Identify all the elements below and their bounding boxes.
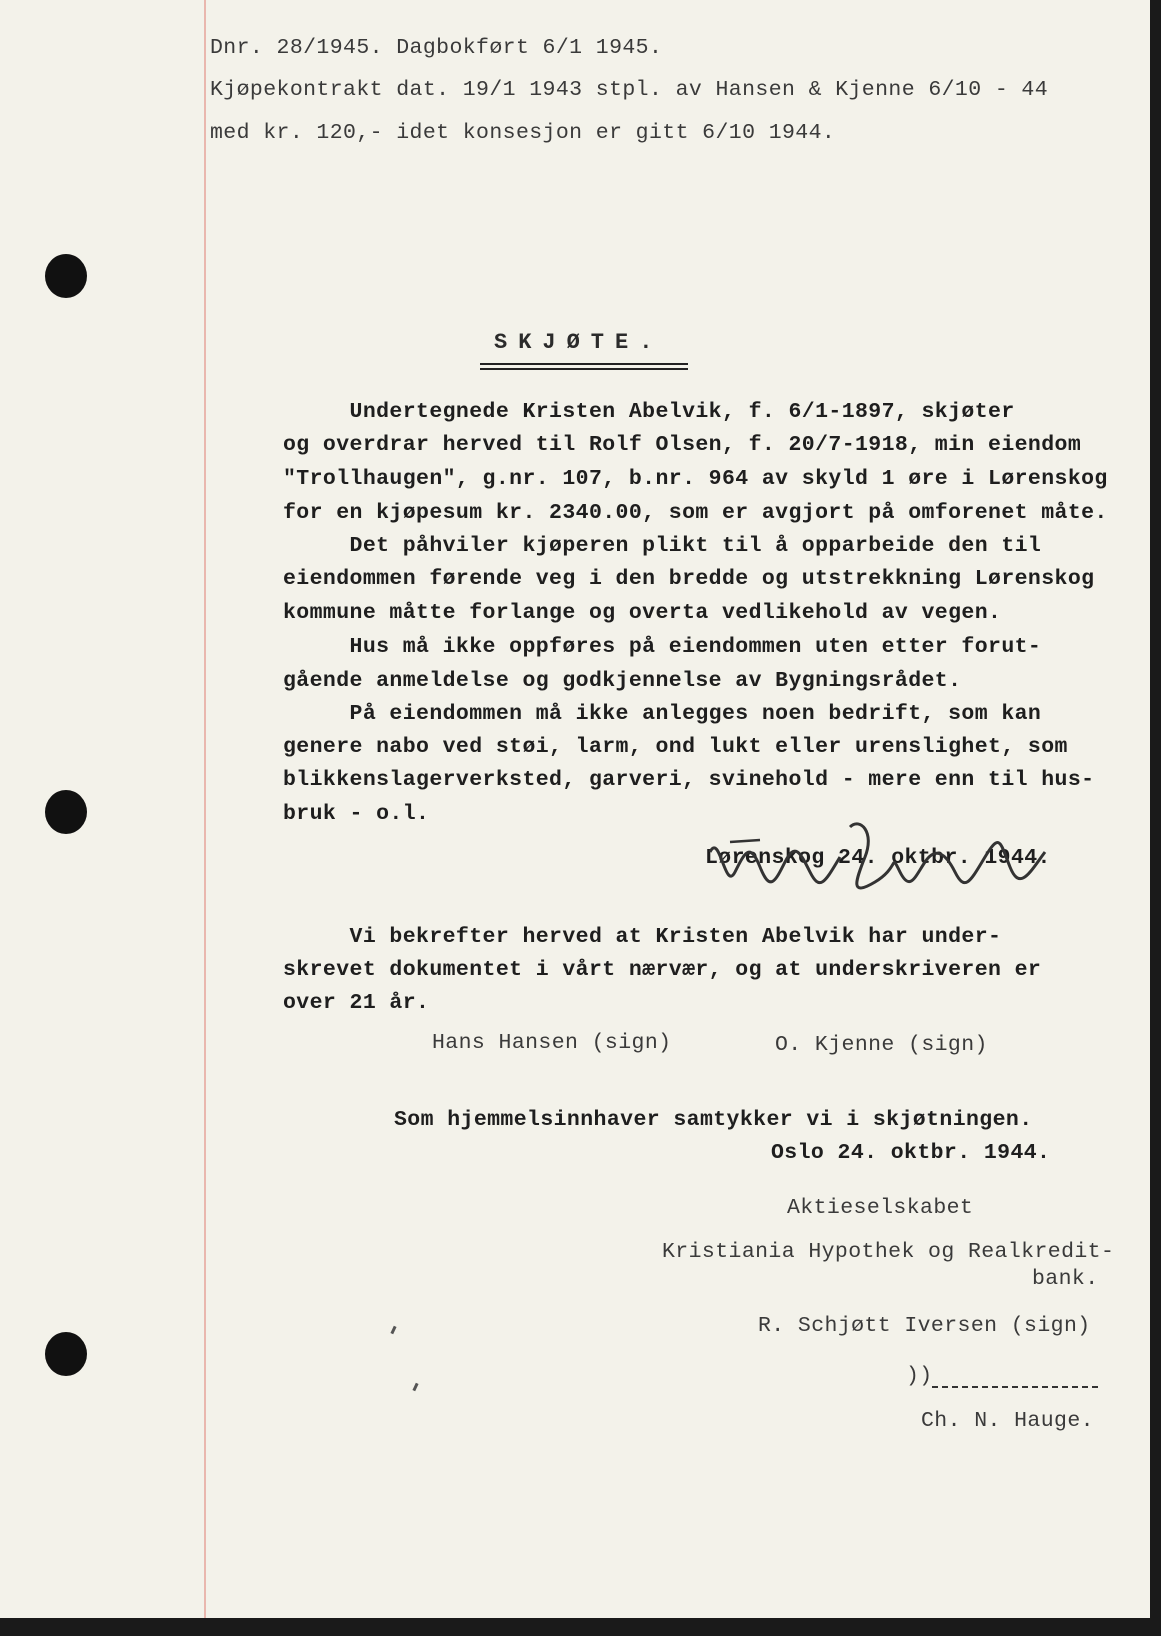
body-line: Hus må ikke oppføres på eiendommen uten etter forut-	[283, 635, 1042, 659]
place-date: Lørenskog 24. oktbr. 1944.	[705, 846, 1051, 870]
consent-line-1: Som hjemmelsinnhaver samtykker vi i skjøtningen.	[394, 1108, 1033, 1132]
body-line: "Trollhaugen", g.nr. 107, b.nr. 964 av skyld 1 øre i Lørenskog	[283, 467, 1108, 491]
witness-signature-right: O. Kjenne (sign)	[775, 1033, 988, 1057]
body-line: bruk - o.l.	[283, 802, 430, 826]
header-line-2: Kjøpekontrakt dat. 19/1 1943 stpl. av Hansen & Kjenne 6/10 - 44	[210, 78, 1049, 102]
ditto-mark: ))	[906, 1364, 933, 1388]
bank-name-line-2: bank.	[1032, 1267, 1099, 1291]
body-line: for en kjøpesum kr. 2340.00, som er avgjort på omforenet måte.	[283, 501, 1108, 525]
body-line: Det påhviler kjøperen plikt til å opparbeide den til	[283, 534, 1042, 558]
bank-name-line-1: Kristiania Hypothek og Realkredit-	[662, 1240, 1115, 1264]
handwritten-signature	[700, 812, 1080, 912]
body-line: genere nabo ved støi, larm, ond lukt eller urenslighet, som	[283, 735, 1068, 759]
body-line: Undertegnede Kristen Abelvik, f. 6/1-1897, skjøter	[283, 400, 1015, 424]
punch-hole	[45, 254, 87, 298]
witness-line: skrevet dokumentet i vårt nærvær, og at underskriveren er	[283, 958, 1042, 982]
signature-line	[932, 1386, 1098, 1388]
title-underline	[480, 363, 688, 370]
body-line: På eiendommen må ikke anlegges noen bedrift, som kan	[283, 702, 1042, 726]
bank-signer-2: Ch. N. Hauge.	[921, 1409, 1094, 1433]
witness-line: Vi bekrefter herved at Kristen Abelvik har under-	[283, 925, 1002, 949]
body-line: eiendommen førende veg i den bredde og utstrekkning Lørenskog	[283, 567, 1095, 591]
consent-line-2: Oslo 24. oktbr. 1944.	[771, 1141, 1051, 1165]
witness-signature-left: Hans Hansen (sign)	[432, 1031, 672, 1055]
witness-line: over 21 år.	[283, 991, 430, 1015]
margin-line	[204, 0, 206, 1618]
header-line-3: med kr. 120,- idet konsesjon er gitt 6/10 1944.	[210, 121, 836, 145]
punch-hole	[45, 1332, 87, 1376]
ink-speck	[390, 1326, 396, 1335]
header-line-1: Dnr. 28/1945. Dagbokført 6/1 1945.	[210, 36, 663, 60]
body-line: og overdrar herved til Rolf Olsen, f. 20/7-1918, min eiendom	[283, 433, 1082, 457]
body-line: blikkenslagerverksted, garveri, svinehold - mere enn til hus-	[283, 768, 1095, 792]
body-line: kommune måtte forlange og overta vedlikehold av vegen.	[283, 601, 1002, 625]
body-line: gående anmeldelse og godkjennelse av Bygningsrådet.	[283, 669, 962, 693]
ink-speck	[412, 1383, 418, 1392]
bank-company: Aktieselskabet	[787, 1196, 974, 1220]
punch-hole	[45, 790, 87, 834]
document-title: SKJØTE.	[494, 330, 664, 355]
bank-signer-1: R. Schjøtt Iversen (sign)	[758, 1314, 1091, 1338]
